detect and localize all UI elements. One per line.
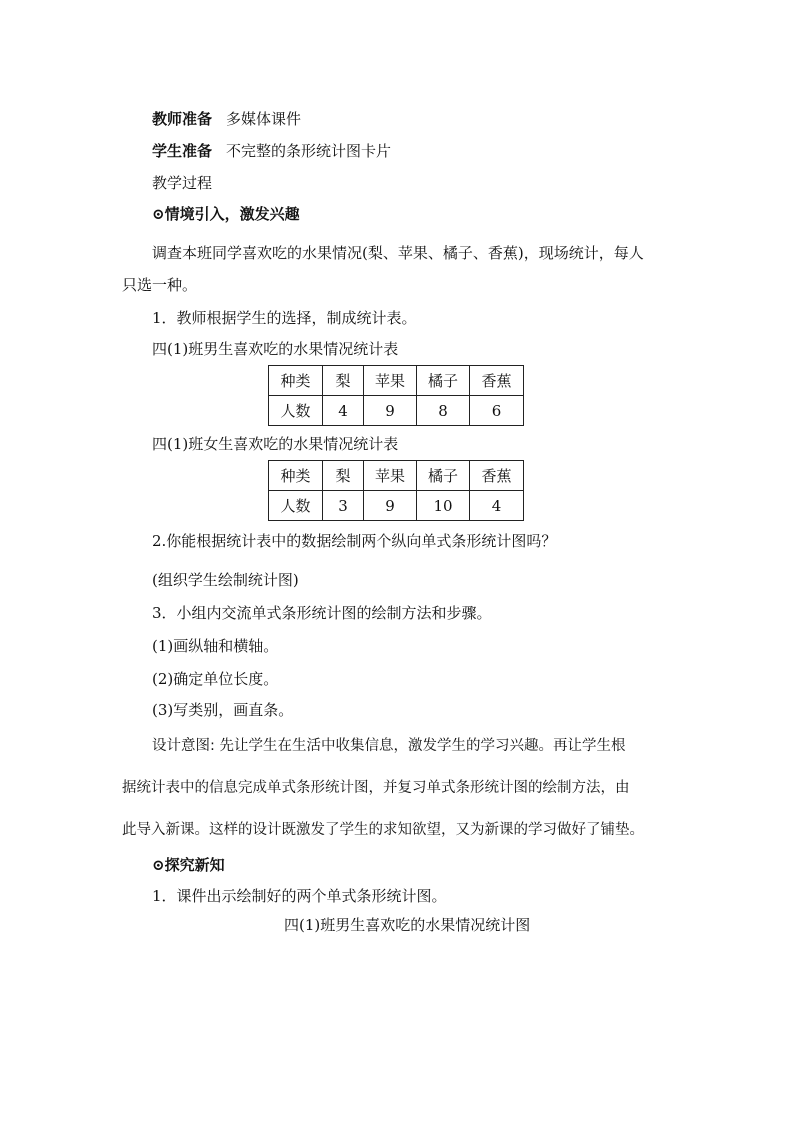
teacher-prep-line xyxy=(152,109,301,129)
process-title: 教学过程 xyxy=(152,174,213,192)
girls-header-cell: 橘子 xyxy=(417,461,470,491)
girls-header-cell: 种类 xyxy=(269,461,323,491)
design-intent-line1: 设计意图: 先让学生在生活中收集信息，激发学生的学习兴趣。再让学生根 xyxy=(152,738,626,754)
girls-table-data-row xyxy=(269,491,524,521)
student-prep-line xyxy=(152,141,391,161)
boys-data-cell: 6 xyxy=(470,396,524,426)
girls-header-cell: 香蕉 xyxy=(470,461,524,491)
chart-title: 四(1)班男生喜欢吃的水果情况统计图 xyxy=(284,916,531,934)
step1-text: 1．教师根据学生的选择，制成统计表。 xyxy=(152,309,417,327)
substep-1: (1)画纵轴和横轴。 xyxy=(152,637,279,655)
boys-header-cell: 香蕉 xyxy=(470,366,524,396)
girls-data-cell: 10 xyxy=(417,491,470,521)
step3-text: 3．小组内交流单式条形统计图的绘制方法和步骤。 xyxy=(152,604,492,622)
boys-data-cell: 4 xyxy=(323,396,364,426)
teacher-prep-label: 教师准备 xyxy=(152,110,213,128)
boys-header-cell: 苹果 xyxy=(364,366,417,396)
girls-data-cell: 人数 xyxy=(269,491,323,521)
girls-data-cell: 9 xyxy=(364,491,417,521)
girls-data-cell: 3 xyxy=(323,491,364,521)
intro-line2: 只选一种。 xyxy=(122,276,198,294)
section1-heading: ⊙情境引入，激发兴趣 xyxy=(152,205,300,223)
section2-heading: ⊙探究新知 xyxy=(152,856,225,874)
girls-data-cell: 4 xyxy=(470,491,524,521)
section2-step1: 1．课件出示绘制好的两个单式条形统计图。 xyxy=(152,887,447,905)
boys-data-cell: 8 xyxy=(417,396,470,426)
boys-table-header-row xyxy=(269,366,524,396)
boys-stat-table xyxy=(268,365,524,426)
girls-header-cell: 苹果 xyxy=(364,461,417,491)
design-intent-line2: 据统计表中的信息完成单式条形统计图，并复习单式条形统计图的绘制方法，由 xyxy=(122,780,630,796)
teacher-prep-value: 多媒体课件 xyxy=(226,110,302,128)
substep-2: (2)确定单位长度。 xyxy=(152,670,279,688)
boys-header-cell: 种类 xyxy=(269,366,323,396)
girls-table-title: 四(1)班女生喜欢吃的水果情况统计表 xyxy=(152,435,399,453)
substep-3: (3)写类别，画直条。 xyxy=(152,701,294,719)
intro-line1: 调查本班同学喜欢吃的水果情况(梨、苹果、橘子、香蕉)，现场统计，每人 xyxy=(152,244,644,262)
boys-header-cell: 橘子 xyxy=(417,366,470,396)
boys-header-cell: 梨 xyxy=(323,366,364,396)
boys-data-cell: 9 xyxy=(364,396,417,426)
student-prep-label: 学生准备 xyxy=(152,142,213,160)
boys-table-title: 四(1)班男生喜欢吃的水果情况统计表 xyxy=(152,340,399,358)
girls-stat-table xyxy=(268,460,524,521)
step2-text: 2.你能根据统计表中的数据绘制两个纵向单式条形统计图吗？ xyxy=(152,532,557,550)
girls-header-cell: 梨 xyxy=(323,461,364,491)
girls-table-header-row xyxy=(269,461,524,491)
student-prep-value: 不完整的条形统计图卡片 xyxy=(226,142,392,160)
design-intent-line3: 此导入新课。这样的设计既激发了学生的求知欲望，又为新课的学习做好了铺垫。 xyxy=(122,822,644,838)
step2-note: (组织学生绘制统计图) xyxy=(152,571,299,589)
boys-table-data-row xyxy=(269,396,524,426)
boys-data-cell: 人数 xyxy=(269,396,323,426)
